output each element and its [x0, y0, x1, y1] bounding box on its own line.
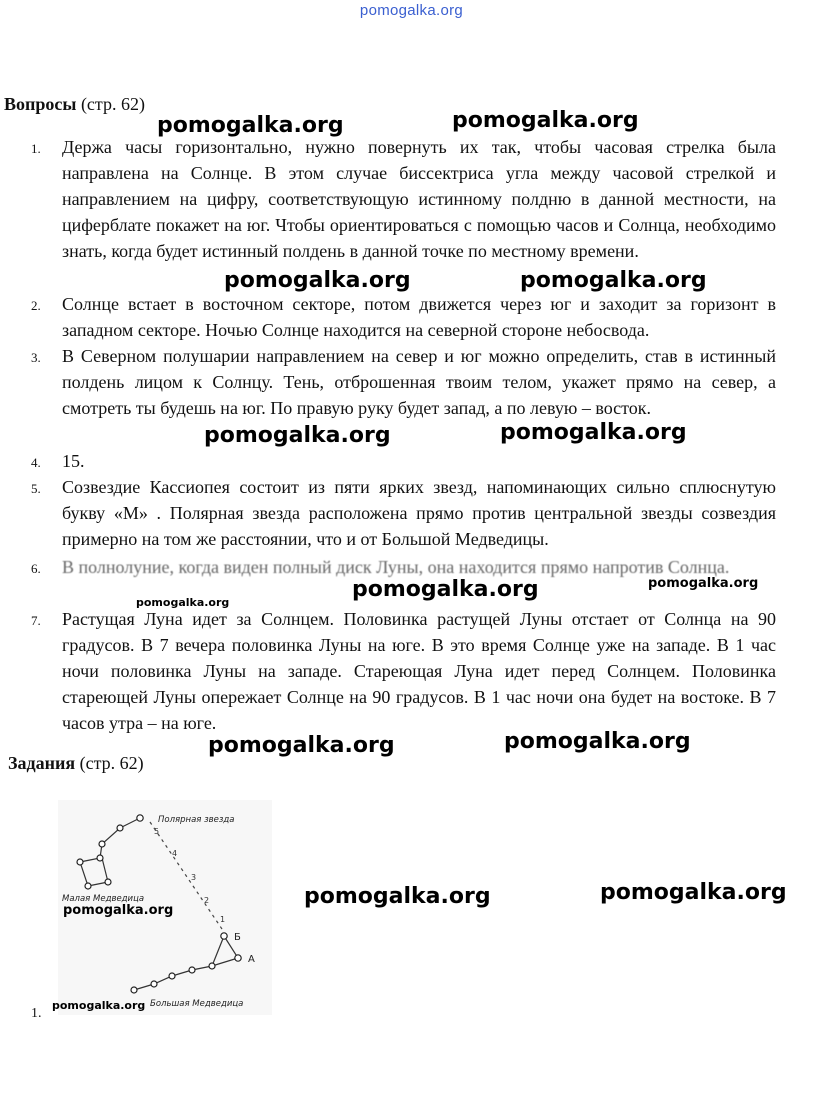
- tasks-title: Задания: [8, 753, 76, 773]
- star: [105, 879, 111, 885]
- scale-mark: 4: [172, 849, 178, 858]
- item-number: 2.: [31, 298, 41, 313]
- question-answer-1: Держа часы горизонтально, нужно повернуть их так, чтобы часовая стрелка была направлена на Солнце. В этом случае биссектриса угла между часовой стрелкой и направлением на цифру, соответствующую истинному полдню в данной местности, на циферблате покажет на юг. Чтобы ориентироваться с помощью часов и Солнца, необходимо знать, когда будет истинный полдень в данной точке по местному времени.: [62, 137, 776, 261]
- star: [131, 987, 137, 993]
- star: [151, 981, 157, 987]
- label-point-b: Б: [234, 932, 241, 943]
- star: [85, 883, 91, 889]
- question-answer-5: Созвездие Кассиопея состоит из пяти ярких звезд, напоминающих сильно сплюснутую букву «М» . Полярная звезда расположена прямо против центральной звезды созвездия примерно на том же расстоянии, что и от Большой Медведицы.: [62, 477, 776, 549]
- star: [169, 973, 175, 979]
- label-point-a: А: [248, 954, 255, 965]
- watermark: pomogalka.org: [648, 576, 759, 591]
- question-answer-2: Солнце встает в восточном секторе, потом движется через юг и заходит за горизонт в западном секторе. Ночью Солнце находится на северной стороне небосвода.: [62, 294, 776, 340]
- watermark: pomogalka.org: [63, 903, 174, 918]
- scale-mark: 2: [204, 896, 210, 905]
- tasks-page-ref: (стр. 62): [79, 753, 144, 773]
- tasks-heading: [8, 753, 144, 774]
- question-answer-7: Растущая Луна идет за Солнцем. Половинка растущей Луны отстает от Солнца на 90 градусов. В 7 вечера половинка Луны на юге. В это время Солнце уже на западе. В 1 час ночи половинка Луны на западе. Стареющая Луна идет перед Солнцем. Половинка стареющей Луны опережает Солнце на 90 градусов. В 1 час ночи она будет на востоке. В 7 часов утра – на юге.: [62, 609, 776, 733]
- watermark: pomogalka.org: [136, 596, 230, 609]
- item-number: 3.: [31, 350, 41, 365]
- star: [77, 859, 83, 865]
- star-polaris: [137, 815, 143, 821]
- watermark: pomogalka.org: [304, 884, 491, 909]
- watermark: pomogalka.org: [157, 113, 344, 138]
- watermark: pomogalka.org: [352, 577, 539, 602]
- star: [189, 967, 195, 973]
- scale-mark: 3: [191, 873, 197, 882]
- watermark: pomogalka.org: [520, 268, 707, 293]
- watermark: pomogalka.org: [208, 733, 395, 758]
- item-number: 1.: [31, 141, 41, 156]
- questions-heading: [4, 94, 145, 115]
- questions-page-ref: (стр. 62): [80, 94, 146, 114]
- star: [209, 963, 215, 969]
- scale-mark: 1: [220, 915, 226, 924]
- watermark: pomogalka.org: [500, 420, 687, 445]
- watermark: pomogalka.org: [504, 729, 691, 754]
- item-number: 6.: [31, 561, 41, 576]
- star: [99, 841, 105, 847]
- watermark: pomogalka.org: [52, 999, 146, 1012]
- star-a: [235, 955, 241, 961]
- star: [97, 855, 103, 861]
- watermark: pomogalka.org: [600, 880, 787, 905]
- question-answer-3: В Северном полушарии направлением на север и юг можно определить, став в истинный полдень лицом к Солнцу. Тень, отброшенная твоим телом, укажет прямо на север, а смотреть ты будешь на юг. По правую руку будет запад, а по левую – восток.: [62, 346, 776, 418]
- star: [117, 825, 123, 831]
- figure-number: 1.: [31, 1006, 42, 1021]
- watermark: pomogalka.org: [452, 108, 639, 133]
- questions-title: Вопросы: [4, 94, 77, 114]
- label-polaris: Полярная звезда: [158, 815, 235, 825]
- item-number: 5.: [31, 481, 41, 496]
- watermark: pomogalka.org: [224, 268, 411, 293]
- watermark: pomogalka.org: [204, 423, 391, 448]
- label-big-dipper: Большая Медведица: [150, 999, 244, 1009]
- scale-mark: 5: [154, 827, 160, 836]
- item-number: 7.: [31, 613, 41, 628]
- item-number: 4.: [31, 455, 41, 470]
- top-watermark: pomogalka.org: [359, 2, 464, 19]
- question-answer-6: В полнолуние, когда виден полный диск Луны, она находится прямо напротив Солнца.: [62, 557, 730, 577]
- question-answer-4: 15.: [62, 451, 85, 471]
- label-little-dipper: Малая Медведица: [62, 894, 145, 904]
- star-b: [221, 933, 227, 939]
